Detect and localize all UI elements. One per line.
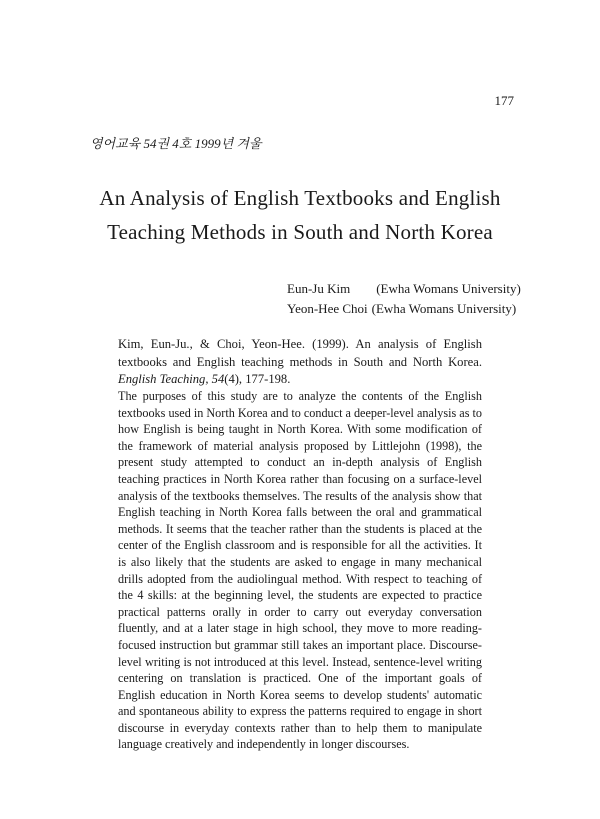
author-name: Eun-Ju Kim [287, 281, 351, 296]
author-row [287, 299, 521, 319]
journal-header: 영어교육 54권 4호 1999년 겨울 [90, 136, 262, 151]
citation-journal: English Teaching, 54 [118, 372, 225, 386]
author-row [287, 279, 521, 299]
citation-issue-pages: (4), 177-198. [224, 372, 291, 386]
title-line-1: An Analysis of English Textbooks and English [99, 186, 501, 210]
author-list [287, 279, 521, 319]
citation [118, 336, 482, 389]
page-number: 177 [494, 93, 514, 108]
abstract-text: The purposes of this study are to analyze the contents of the English textbooks used in North Korea and to conduct a deeper-level analysis as to how English is being taught in North Korea. With some modification of the framework of material analysis proposed by Littlejohn (1998), the present study attempted to conduct an in-depth analysis of English teaching practices in North Korea rather than focusing on a surface-level analysis of the textbooks themselves. The results of the analysis show that English teaching in North Korea falls between the oral and grammatical methods. It seems that the teacher rather than the students is placed at the center of the English classroom and is responsible for all the activities. It is also likely that the students are asked to engage in many mechanical drills adopted from the audiolingual method. With respect to teaching of the 4 skills: at the beginning level, the students are expected to practice practical patterns orally in order to carry out everyday conversation fluently, and at a later stage in high school, they move to more reading-focused instruction but grammar still takes an important place. Discourse-level writing is not introduced at this level. Instead, sentence-level writing centering on translation is practiced. One of the important goals of English education in North Korea seems to develop students' automatic and spontaneous ability to express the patterns required to engage in short discourse in everyday contexts rather than to help them to manipulate language creatively and independently in longer discourses. [118, 389, 482, 752]
author-affiliation: (Ewha Womans University) [371, 301, 517, 316]
citation-text: Kim, Eun-Ju., & Choi, Yeon-Hee. (1999). An analysis of English textbooks and English teaching methods in South and North Korea. [118, 337, 482, 369]
author-name: Yeon-Hee Choi [287, 301, 368, 316]
paper-title [0, 181, 600, 249]
author-affiliation: (Ewha Womans University) [376, 281, 521, 296]
title-line-2: Teaching Methods in South and North Korea [107, 220, 493, 244]
